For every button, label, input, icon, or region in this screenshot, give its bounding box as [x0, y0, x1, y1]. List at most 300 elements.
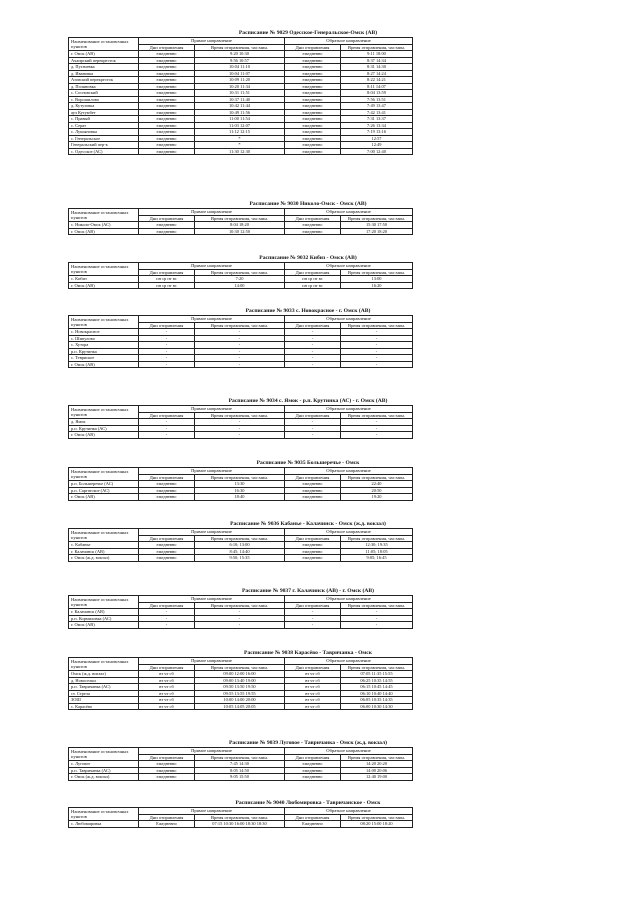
schedule-section: [68, 398, 508, 439]
days-backward: ежедневно: [285, 135, 341, 142]
days-backward: вт чт сб: [285, 697, 341, 704]
column-header-stop: Наименование остановочных пунктов: [69, 209, 139, 222]
column-header-time: Время отправления, час:мин.: [341, 535, 413, 542]
schedule-section: [68, 800, 508, 828]
time-forward: 9:05 15:50: [195, 774, 285, 781]
schedule-table: [68, 595, 413, 629]
stop-name: г. Омск (АВ): [69, 282, 139, 289]
time-forward: 09:50 13:50 19:50: [195, 684, 285, 691]
column-header-time: Время отправления, час:мин.: [195, 602, 285, 609]
time-forward: 7:45 14:30: [195, 761, 285, 768]
days-forward: -: [139, 342, 195, 349]
header-forward: Прямое направление: [139, 748, 285, 755]
schedule-title: Расписание № 9030 Николо-Омск - Омск (АВ): [249, 201, 367, 207]
stop-name: д. Поляновка: [69, 83, 139, 90]
stop-name: с. Хутора: [69, 342, 139, 349]
column-header-days: Дни отправления: [139, 269, 195, 276]
stop-name: д. Кутузовка: [69, 103, 139, 110]
time-forward: *: [195, 135, 285, 142]
time-forward: 10:31 11:51: [195, 90, 285, 97]
schedule-table: [68, 807, 413, 828]
column-header-days: Дни отправления: [139, 44, 195, 51]
column-header-days: Дни отправления: [139, 664, 195, 671]
time-backward: -: [341, 432, 413, 439]
stop-name: р.п. Тавричанка (АС): [69, 684, 139, 691]
column-header-time: Время отправления, час:мин.: [195, 535, 285, 542]
column-header-time: Время отправления, час:мин.: [341, 814, 413, 821]
time-forward: 10:49 11:56: [195, 109, 285, 116]
stop-name: с. Кабанье: [69, 542, 139, 549]
schedule-section: [68, 308, 508, 368]
time-backward: 12:49: [341, 142, 413, 149]
stop-name: с. Сосновский: [69, 90, 139, 97]
time-forward: 8:04 18:20: [195, 222, 285, 229]
column-header-time: Время отправления, час:мин.: [341, 215, 413, 222]
schedule-table: [68, 747, 413, 781]
days-backward: пн ср пт вс: [285, 276, 341, 283]
schedule-title: Расписание № 9040 Любомировка - Тавричанское - Омск: [235, 800, 381, 806]
stop-name: с. Правый: [69, 116, 139, 123]
days-forward: вт чт сб: [139, 690, 195, 697]
days-backward: вт чт сб: [285, 690, 341, 697]
stop-name: Генеральский пер-к: [69, 142, 139, 149]
time-backward: 08:20 15:00 18:20: [341, 821, 413, 828]
days-forward: вт чт сб: [139, 671, 195, 678]
days-backward: ежедневно: [285, 70, 341, 77]
days-forward: ежедневно: [139, 116, 195, 123]
days-forward: ежедневно: [139, 109, 195, 116]
column-header-time: Время отправления, час:мин.: [341, 322, 413, 329]
column-header-time: Время отправления, час:мин.: [195, 44, 285, 51]
schedule-title: Расписание № 9037 г. Калачинск (АВ) - г. Омск (АВ): [242, 588, 374, 594]
time-backward: 13:00: [341, 276, 413, 283]
time-forward: 09:00 13:40 19:00: [195, 677, 285, 684]
stop-name: с. Луговое: [69, 761, 139, 768]
time-backward: -: [341, 335, 413, 342]
stop-name: р.п. Саргатское (АС): [69, 487, 139, 494]
days-forward: ежедневно: [139, 774, 195, 781]
column-header-time: Время отправления, час:мин.: [195, 322, 285, 329]
stop-name: г. Омск (ж.д. вокзал): [69, 555, 139, 562]
time-backward: 8:27 14:24: [341, 70, 413, 77]
schedule-section: [68, 30, 508, 155]
days-backward: ежедневно: [285, 542, 341, 549]
time-backward: 06:05 10:35 14:35: [341, 697, 413, 704]
column-header-stop: Наименование остановочных пунктов: [69, 529, 139, 542]
time-forward: 9:20 10:30: [195, 51, 285, 58]
time-backward: 7:26 13:34: [341, 122, 413, 129]
time-backward: -: [341, 615, 413, 622]
time-forward: 14:00: [195, 282, 285, 289]
stop-name: г. Омск (АВ): [69, 432, 139, 439]
time-backward: 12:57: [341, 135, 413, 142]
days-backward: -: [285, 419, 341, 426]
column-header-days: Дни отправления: [139, 814, 195, 821]
days-backward: -: [285, 329, 341, 336]
days-forward: вт чт сб: [139, 697, 195, 704]
schedule-table: [68, 315, 413, 368]
time-forward: 10:42 11:44: [195, 103, 285, 110]
days-backward: ежедневно: [285, 103, 341, 110]
table-row: [69, 282, 413, 289]
column-header-stop: Наименование остановочных пунктов: [69, 38, 139, 51]
days-backward: -: [285, 615, 341, 622]
column-header-time: Время отправления, час:мин.: [195, 754, 285, 761]
header-forward: Прямое направление: [139, 468, 285, 475]
days-forward: вт чт сб: [139, 677, 195, 684]
time-forward: 11:12 12:15: [195, 129, 285, 136]
time-forward: -: [195, 432, 285, 439]
days-backward: ежедневно: [285, 555, 341, 562]
time-backward: -: [341, 361, 413, 368]
time-forward: 09:55 13:55 19:55: [195, 690, 285, 697]
time-forward: -: [195, 622, 285, 629]
stop-name: с. Карасёво: [69, 703, 139, 710]
schedule-table: [68, 262, 413, 289]
days-forward: -: [139, 355, 195, 362]
days-backward: -: [285, 355, 341, 362]
schedule-title: Расписание № 9032 Кибиз - Омск (АВ): [259, 255, 357, 261]
time-forward: 10:09 11:20: [195, 77, 285, 84]
column-header-days: Дни отправления: [285, 814, 341, 821]
column-header-days: Дни отправления: [139, 215, 195, 222]
days-forward: ежедневно: [139, 129, 195, 136]
days-forward: -: [139, 348, 195, 355]
column-header-days: Дни отправления: [285, 474, 341, 481]
days-backward: -: [285, 361, 341, 368]
table-row: [69, 432, 413, 439]
schedule-section: [68, 255, 508, 289]
days-backward: -: [285, 342, 341, 349]
time-forward: -: [195, 361, 285, 368]
column-header-days: Дни отправления: [285, 412, 341, 419]
days-backward: вт чт сб: [285, 677, 341, 684]
days-forward: ежедневно: [139, 57, 195, 64]
days-forward: -: [139, 425, 195, 432]
days-forward: ежедневно: [139, 135, 195, 142]
schedule-section: [68, 650, 508, 710]
time-backward: 8:37 14:34: [341, 57, 413, 64]
time-backward: 8:22 14:21: [341, 77, 413, 84]
stop-name: р.п. Тавричанка (АС): [69, 767, 139, 774]
time-backward: 7:42 13:41: [341, 109, 413, 116]
column-header-stop: Наименование остановочных пунктов: [69, 808, 139, 821]
time-forward: -: [195, 615, 285, 622]
time-forward: 6:10; 13:00: [195, 542, 285, 549]
stop-name: Ачаирский перекресток: [69, 57, 139, 64]
days-forward: -: [139, 361, 195, 368]
column-header-stop: Наименование остановочных пунктов: [69, 316, 139, 329]
time-forward: 18:40: [195, 494, 285, 501]
stop-name: г. Омск (АВ): [69, 494, 139, 501]
column-header-days: Дни отправления: [285, 535, 341, 542]
time-backward: 7:56 13:51: [341, 96, 413, 103]
days-forward: ежедневно: [139, 494, 195, 501]
column-header-time: Время отправления, час:мин.: [341, 754, 413, 761]
stop-name: г. Омск (АВ): [69, 228, 139, 235]
column-header-days: Дни отправления: [285, 754, 341, 761]
schedule-table: [68, 405, 413, 439]
time-forward: 8:45; 14:40: [195, 548, 285, 555]
days-backward: ежедневно: [285, 116, 341, 123]
schedule-title: Расписание № 9034 с. Ямок - р.п. Крутинка (АС) - г. Омск (АВ): [228, 398, 388, 404]
days-backward: ежедневно: [285, 96, 341, 103]
days-backward: вт чт сб: [285, 671, 341, 678]
days-backward: ежедневно: [285, 767, 341, 774]
days-forward: ежедневно: [139, 51, 195, 58]
header-backward: Обратное направление: [285, 263, 413, 270]
column-header-days: Дни отправления: [139, 412, 195, 419]
time-backward: 9:11 18:00: [341, 51, 413, 58]
days-backward: ежедневно: [285, 761, 341, 768]
time-forward: 13:30: [195, 481, 285, 488]
header-backward: Обратное направление: [285, 658, 413, 665]
time-forward: 10:00 14:00 20:00: [195, 697, 285, 704]
column-header-stop: Наименование остановочных пунктов: [69, 263, 139, 276]
days-forward: -: [139, 622, 195, 629]
time-forward: -: [195, 425, 285, 432]
days-backward: ежедневно: [285, 228, 341, 235]
column-header-days: Дни отправления: [285, 44, 341, 51]
schedule-section: [68, 460, 508, 501]
days-backward: ежедневно: [285, 129, 341, 136]
time-backward: 17:20 18:20: [341, 228, 413, 235]
time-forward: 11:30 12:30: [195, 148, 285, 155]
header-backward: Обратное направление: [285, 808, 413, 815]
days-backward: -: [285, 348, 341, 355]
time-backward: 12:30; 19:35: [341, 542, 413, 549]
header-forward: Прямое направление: [139, 406, 285, 413]
time-forward: 10:37 11:40: [195, 96, 285, 103]
column-header-days: Дни отправления: [139, 474, 195, 481]
time-backward: 06:10 10:40 14:40: [341, 690, 413, 697]
column-header-time: Время отправления, час:мин.: [341, 474, 413, 481]
stop-name: д. Ямок: [69, 419, 139, 426]
stop-name: д. Пугачевка: [69, 64, 139, 71]
days-forward: -: [139, 335, 195, 342]
days-backward: ежедневно: [285, 548, 341, 555]
days-forward: -: [139, 609, 195, 616]
time-backward: 9:05; 16:45: [341, 555, 413, 562]
schedule-title: Расписание № 9036 Кабанье - Калачинск - Омск (ж.д. вокзал): [230, 521, 386, 527]
header-backward: Обратное направление: [285, 529, 413, 536]
time-backward: 7:00 12:40: [341, 148, 413, 155]
column-header-days: Дни отправления: [285, 602, 341, 609]
time-forward: -: [195, 419, 285, 426]
days-backward: ежедневно: [285, 57, 341, 64]
days-forward: ежедневно: [139, 70, 195, 77]
stop-name: с. Лукьяновка: [69, 129, 139, 136]
column-header-days: Дни отправления: [139, 602, 195, 609]
column-header-time: Время отправления, час:мин.: [195, 664, 285, 671]
time-backward: 07:05 11:35 15:55: [341, 671, 413, 678]
column-header-time: Время отправления, час:мин.: [341, 602, 413, 609]
stop-name: р.п. Большеречье (АС): [69, 481, 139, 488]
time-forward: 10:20 11:34: [195, 83, 285, 90]
column-header-days: Дни отправления: [139, 754, 195, 761]
stop-name: р.п. Крутинка (АС): [69, 425, 139, 432]
days-forward: ежедневно: [139, 222, 195, 229]
column-header-time: Время отправления, час:мин.: [195, 474, 285, 481]
schedule-table: [68, 208, 413, 235]
days-backward: -: [285, 609, 341, 616]
time-backward: -: [341, 419, 413, 426]
days-forward: пн ср пт вс: [139, 282, 195, 289]
stop-name: с. Шипулово: [69, 335, 139, 342]
header-backward: Обратное направление: [285, 38, 413, 45]
time-backward: 19:20: [341, 494, 413, 501]
stop-name: г. Омск (АВ): [69, 622, 139, 629]
days-forward: ежедневно: [139, 64, 195, 71]
time-backward: 7:49 13:47: [341, 103, 413, 110]
time-forward: 09:00 12:00 16:00: [195, 671, 285, 678]
column-header-days: Дни отправления: [139, 535, 195, 542]
days-backward: Ежедневно: [285, 821, 341, 828]
header-backward: Обратное направление: [285, 748, 413, 755]
days-forward: ежедневно: [139, 103, 195, 110]
column-header-stop: Наименование остановочных пунктов: [69, 406, 139, 419]
time-backward: -: [341, 609, 413, 616]
time-backward: 7:31 13:37: [341, 116, 413, 123]
days-forward: ежедневно: [139, 548, 195, 555]
schedule-title: Расписание № 9039 Луговое - Тавричанка - Омск (ж.д. вокзал): [229, 740, 387, 746]
stop-name: г. Омск (АВ): [69, 361, 139, 368]
time-backward: -: [341, 425, 413, 432]
stop-name: с. Тевриское: [69, 355, 139, 362]
days-backward: ежедневно: [285, 122, 341, 129]
table-row: [69, 821, 413, 828]
schedule-title: Расписание № 9035 Большеречье - Омск: [256, 460, 360, 466]
days-backward: ежедневно: [285, 64, 341, 71]
column-header-stop: Наименование остановочных пунктов: [69, 748, 139, 761]
table-row: [69, 228, 413, 235]
days-backward: ежедневно: [285, 109, 341, 116]
header-backward: Обратное направление: [285, 209, 413, 216]
header-forward: Прямое направление: [139, 596, 285, 603]
time-backward: -: [341, 329, 413, 336]
header-backward: Обратное направление: [285, 316, 413, 323]
days-backward: ежедневно: [285, 487, 341, 494]
time-forward: 16:30: [195, 487, 285, 494]
stop-name: г. Омск (АВ): [69, 51, 139, 58]
time-forward: 7:20: [195, 276, 285, 283]
days-forward: вт чт сб: [139, 703, 195, 710]
time-forward: 10:05 14:05 20:05: [195, 703, 285, 710]
time-backward: 12:40 19:00: [341, 774, 413, 781]
column-header-days: Дни отправления: [285, 664, 341, 671]
schedule-section: [68, 201, 508, 235]
days-forward: -: [139, 615, 195, 622]
days-forward: Ежедневно: [139, 821, 195, 828]
time-forward: 11:03 12:07: [195, 122, 285, 129]
column-header-time: Время отправления, час:мин.: [341, 664, 413, 671]
days-forward: ежедневно: [139, 767, 195, 774]
stop-name: р.п. Кормиловка (АС): [69, 615, 139, 622]
time-backward: 16:20: [341, 282, 413, 289]
time-backward: 22:40: [341, 481, 413, 488]
time-backward: 7:19 13:16: [341, 129, 413, 136]
table-row: [69, 361, 413, 368]
table-row: [69, 703, 413, 710]
days-forward: ежедневно: [139, 96, 195, 103]
time-forward: 10:04 11:07: [195, 70, 285, 77]
header-forward: Прямое направление: [139, 38, 285, 45]
stop-name: с. Ворошилово: [69, 96, 139, 103]
days-backward: ежедневно: [285, 494, 341, 501]
time-backward: 14:00 20:06: [341, 767, 413, 774]
stop-name: Азовский перекресток: [69, 77, 139, 84]
schedule-table: [68, 528, 413, 562]
stop-name: г. Калачинск (АВ): [69, 609, 139, 616]
days-backward: -: [285, 622, 341, 629]
days-backward: -: [285, 335, 341, 342]
time-backward: 11:05; 18:05: [341, 548, 413, 555]
days-forward: -: [139, 432, 195, 439]
time-forward: -: [195, 609, 285, 616]
days-forward: ежедневно: [139, 122, 195, 129]
stop-name: с. Генеральское: [69, 135, 139, 142]
column-header-days: Дни отправления: [285, 215, 341, 222]
days-forward: ежедневно: [139, 83, 195, 90]
stop-name: г. Омск (ж.д. вокзал): [69, 774, 139, 781]
time-backward: 06:25 10:35 14:55: [341, 677, 413, 684]
time-forward: -: [195, 342, 285, 349]
header-forward: Прямое направление: [139, 529, 285, 536]
schedule-title: Расписание № 9029 Одесское-Генеральское-Омск (АВ): [238, 30, 378, 36]
time-forward: -: [195, 355, 285, 362]
time-backward: -: [341, 342, 413, 349]
days-backward: пн ср пт вс: [285, 282, 341, 289]
days-forward: -: [139, 419, 195, 426]
time-forward: 10:30 12:50: [195, 228, 285, 235]
schedule-section: [68, 588, 508, 629]
table-row: [69, 494, 413, 501]
column-header-days: Дни отправления: [285, 322, 341, 329]
days-backward: ежедневно: [285, 142, 341, 149]
header-forward: Прямое направление: [139, 316, 285, 323]
stop-name: с. Новокрасное: [69, 329, 139, 336]
days-forward: ежедневно: [139, 148, 195, 155]
schedule-title: Расписание № 9038 Карасёво - Тавричанка - Омск: [244, 650, 372, 656]
header-forward: Прямое направление: [139, 808, 285, 815]
days-forward: ежедневно: [139, 142, 195, 149]
column-header-time: Время отправления, час:мин.: [341, 269, 413, 276]
table-row: [69, 555, 413, 562]
days-forward: ежедневно: [139, 542, 195, 549]
table-row: [69, 148, 413, 155]
time-backward: 8:31 14:30: [341, 64, 413, 71]
column-header-time: Время отправления, час:мин.: [195, 269, 285, 276]
time-backward: 06:15 10:45 14:45: [341, 684, 413, 691]
column-header-days: Дни отправления: [139, 322, 195, 329]
header-forward: Прямое направление: [139, 209, 285, 216]
column-header-stop: Наименование остановочных пунктов: [69, 658, 139, 671]
time-backward: 8:11 14:07: [341, 83, 413, 90]
time-backward: 14:20 20:20: [341, 761, 413, 768]
stop-name: д. Новоселки: [69, 677, 139, 684]
days-backward: ежедневно: [285, 148, 341, 155]
time-backward: -: [341, 348, 413, 355]
schedule-section: [68, 521, 508, 562]
days-forward: ежедневно: [139, 761, 195, 768]
days-backward: ежедневно: [285, 222, 341, 229]
time-forward: 9:56 10:57: [195, 57, 285, 64]
stop-name: с. Серат: [69, 122, 139, 129]
time-forward: 9:50; 15:35: [195, 555, 285, 562]
stop-name: ЗОШ: [69, 697, 139, 704]
schedule-title: Расписание № 9033 с. Новокрасное - г. Омск (АВ): [245, 308, 371, 314]
column-header-days: Дни отправления: [285, 269, 341, 276]
